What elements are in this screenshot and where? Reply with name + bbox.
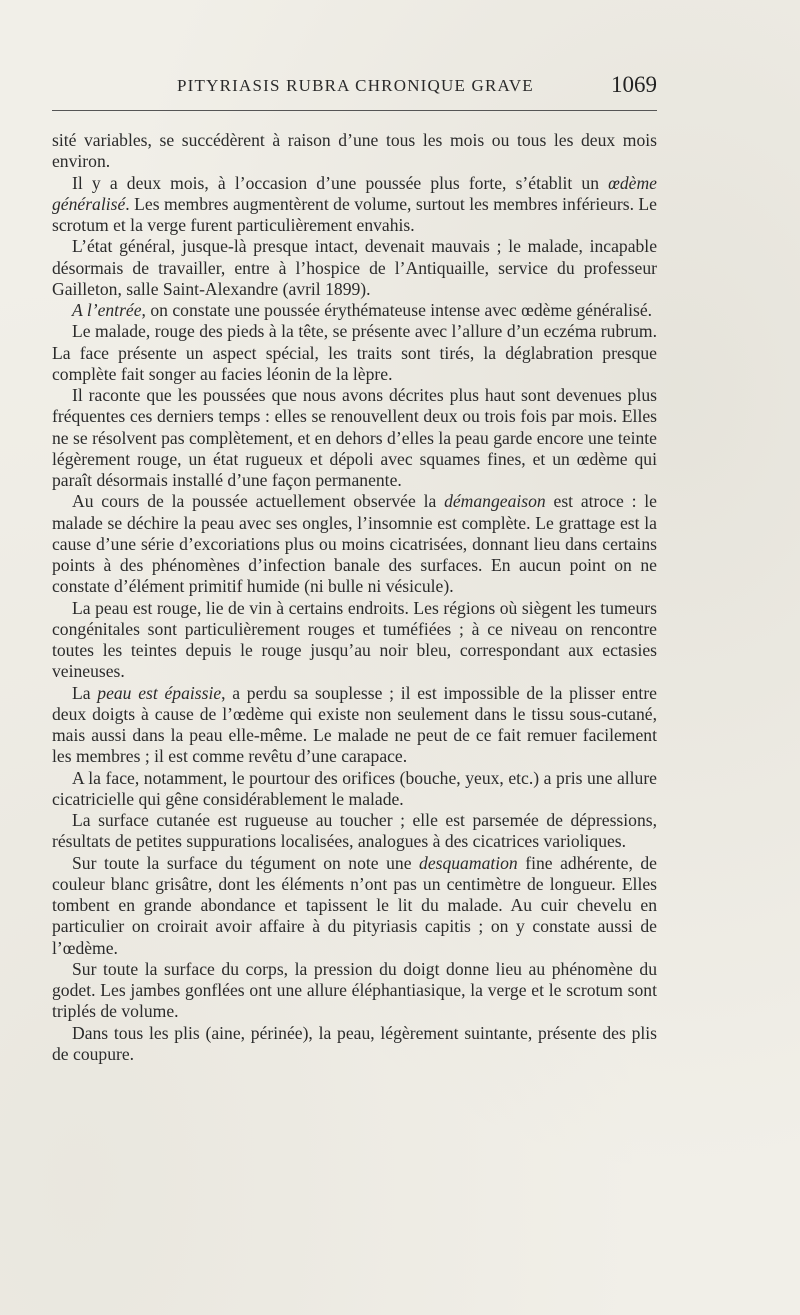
text-segment: Le malade, rouge des pieds à la tête, se présente avec l’allure d’un eczéma rubrum. La face présente un aspect spécial, les traits sont tirés, la déglabration presque complète fait songer au facies léonin de la lèpre. [52,321,657,384]
text-segment: sité variables, se succédèrent à raison d’une tous les mois ou tous les deux mois environ. [52,130,657,172]
italic-segment: desquamation [419,852,518,873]
paragraph [52,810,657,853]
text-segment: Il raconte que les poussées que nous avons décrites plus haut sont devenues plus fréquentes ces derniers temps : elles se renouvellent deux ou trois fois par mois. Elles ne se résolvent pas complètement, et en dehors d’elles la peau garde encore une teinte légèrement rouge, un état rugueux et dépoli avec squames fines, et un œdème qui paraît désormais installé d’une façon permanente. [52,385,657,490]
text-segment: La surface cutanée est rugueuse au toucher ; elle est parsemée de dépressions, résultats de petites suppurations localisées, analogues à des cicatrices varioliques. [52,810,657,852]
text-segment: L’état général, jusque-là presque intact, devenait mauvais ; le malade, incapable désormais de travailler, entre à l’hospice de l’Antiquaille, service du professeur Gailleton, salle Saint-Alexandre (avril 1899). [52,236,657,299]
text-segment: La peau est rouge, lie de vin à certains endroits. Les régions où siègent les tumeurs congénitales sont particulièrement rouges et tuméfiées ; à ce niveau on rencontre toutes les teintes depuis le rouge jusqu’au noir bleu, correspondant aux ectasies veineuses. [52,597,657,682]
text-segment: A la face, notamment, le pourtour des orifices (bouche, yeux, etc.) a pris une allure cicatricielle qui gêne considérablement le malade. [52,767,657,809]
text-segment: , a perdu sa souplesse ; il est impossible de la plisser entre deux doigts à cause de l’œdème qui existe non seulement dans le tissu sous-cutané, mais aussi dans la peau elle-même. Le malade ne peut de ce fait remuer facilement les membres ; il est comme revêtu d’une carapace. [52,682,657,767]
running-title: PITYRIASIS RUBRA CHRONIQUE GRAVE [177,76,534,95]
italic-segment: œdème généralisé [52,172,657,214]
paragraph [52,300,657,321]
running-header [52,72,657,104]
italic-segment: A l’entrée [72,300,142,320]
paragraph [52,173,657,237]
text-segment: fine adhérente, de couleur blanc grisâtre, dont les éléments n’ont pas un centimètre de longueur. Elles tombent en grande abondance et tapissent le lit du malade. Au cuir chevelu en particulier on croirait avoir affaire à du pityriasis capitis ; on y constate aussi de l’œdème. [52,852,657,958]
italic-segment: démangeaison [444,491,546,512]
page-number: 1069 [611,72,657,97]
paragraph [52,130,657,173]
paragraph [52,321,657,385]
paragraph [52,491,657,597]
paragraph [52,385,657,491]
paragraph [52,683,657,768]
text-segment: Sur toute la surface du corps, la pression du doigt donne lieu au phénomène du godet. Les jambes gonflées ont une allure éléphantiasique, la verge et le scrotum sont triplés de volume. [52,958,657,1022]
paragraph [52,236,657,300]
paragraph [52,598,657,683]
text-segment: La [72,682,98,703]
italic-segment: peau est épaissie [97,682,222,703]
text-segment: Sur toute la surface du tégument on note une [72,852,420,873]
text-segment: est atroce : le malade se déchire la peau avec ses ongles, l’insomnie est complète. Le grattage est la cause d’une série d’excoriations plus ou moins cicatrisées, donnant lieu dans certains points à des phénomènes d’infection banale des surfaces. En aucun point on ne constate d’élément primitif humide (ni bulle ni vésicule). [52,491,657,597]
text-segment: Il y a deux mois, à l’occasion d’une poussée plus forte, s’établit un [72,172,609,193]
text-segment: . Les membres augmentèrent de volume, surtout les membres inférieurs. Le scrotum et la verge furent particulièrement envahis. [52,193,657,235]
paragraph [52,768,657,811]
header-rule [52,110,657,111]
text-segment: Dans tous les plis (aine, périnée), la peau, légèrement suintante, présente des plis de coupure. [52,1022,657,1064]
paragraph [52,853,657,959]
paragraph [52,1023,657,1066]
text-segment: , on constate une poussée érythémateuse intense avec œdème généralisé. [141,300,653,320]
paragraph [52,959,657,1023]
body-text [52,130,657,1065]
text-segment: Au cours de la poussée actuellement observée la [72,491,445,512]
